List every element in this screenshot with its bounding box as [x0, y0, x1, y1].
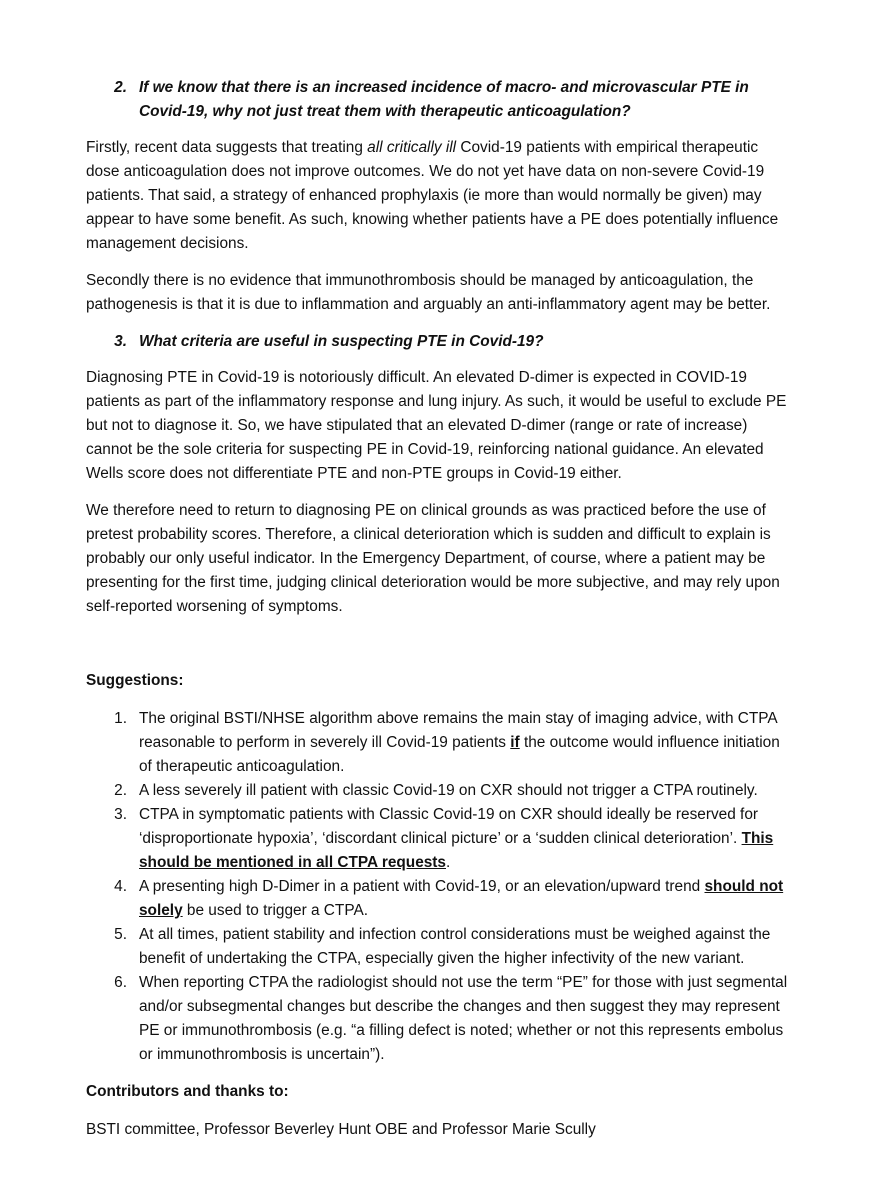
list-item-text — [139, 707, 789, 779]
paragraph-firstly-part-a: Firstly, recent data suggests that treating — [86, 139, 368, 156]
list-item-text — [139, 875, 789, 923]
list-item-text-part: . — [446, 854, 451, 871]
list-item-emphasis: This should be mentioned in all CTPA requests — [139, 830, 774, 871]
paragraph-clinical-grounds: We therefore need to return to diagnosing PE on clinical grounds as was practiced before the use of pretest probability scores. Therefore, a clinical deterioration which is sudden and difficult to explain is probably our only useful indicator. In the Emergency Department, of course, where a patient may be presenting for the first time, judging clinical deterioration would be more subjective, and may rely upon self-reported worsening of symptoms. — [86, 502, 780, 615]
list-item-number: 4. — [114, 878, 127, 895]
list-item-text — [139, 803, 789, 875]
paragraph-secondly: Secondly there is no evidence that immunothrombosis should be managed by anticoagulation, the pathogenesis is that it is due to inflammation and arguably an anti-inflammatory agent may be better. — [86, 272, 771, 313]
list-item-number: 5. — [114, 926, 127, 943]
question-3-text: What criteria are useful in suspecting PTE in Covid-19? — [139, 333, 544, 350]
section-spacer — [86, 632, 789, 669]
question-2-number: 2. — [114, 79, 127, 96]
list-item-text-part: be used to trigger a CTPA. — [182, 902, 368, 919]
contributors-text: BSTI committee, Professor Beverley Hunt OBE and Professor Marie Scully — [86, 1121, 596, 1138]
paragraph-firstly-part-b: Covid-19 patients with empirical therapeutic dose anticoagulation does not improve outcomes. We do not yet have data on non-severe Covid-19 patients. That said, a strategy of enhanced prophylaxis (ie more than would normally be given) may appear to have some benefit. As such, knowing whether patients have a PE does potentially influence management decisions. — [86, 139, 779, 252]
list-item-text: A less severely ill patient with classic Covid-19 on CXR should not trigger a CTPA routinely. — [139, 782, 758, 799]
question-3-number: 3. — [114, 333, 127, 350]
list-item — [86, 923, 789, 971]
paragraph-firstly — [86, 136, 789, 256]
paragraph-firstly-emphasis: all critically ill — [367, 139, 457, 156]
list-item-emphasis: should not solely — [139, 878, 784, 919]
list-item — [86, 971, 789, 1067]
list-item-emphasis: if — [510, 734, 520, 751]
list-item — [86, 875, 789, 923]
list-item-text: At all times, patient stability and infection control considerations must be weighed against the benefit of undertaking the CTPA, especially given the higher infectivity of the new variant. — [139, 926, 771, 967]
list-item — [86, 707, 789, 779]
question-3-heading — [86, 330, 789, 354]
list-item — [86, 803, 789, 875]
list-item — [86, 779, 789, 803]
question-2-text: If we know that there is an increased incidence of macro- and microvascular PTE in Covid-19, why not just treat them with therapeutic anticoagulation? — [139, 79, 749, 120]
list-item-number: 6. — [114, 974, 127, 991]
list-item-text-part: CTPA in symptomatic patients with Classic Covid-19 on CXR should ideally be reserved for ‘disproportionate hypoxia’, ‘discordant clinical picture’ or a ‘sudden clinical deterioration’. — [139, 806, 759, 847]
list-item-text: When reporting CTPA the radiologist should not use the term “PE” for those with just segmental and/or subsegmental changes but describe the changes and then suggest they may represent PE or immunothrombosis (e.g. “a filling defect is noted; whether or not this represents embolus or immunothrombosis is uncertain”). — [139, 974, 788, 1063]
list-item-text-part: The original BSTI/NHSE algorithm above remains the main stay of imaging advice, with CTPA reasonable to perform in severely ill Covid-19 patients — [139, 710, 777, 751]
list-item-number: 2. — [114, 782, 127, 799]
question-2-heading — [86, 76, 789, 124]
list-item-text-part: the outcome would influence initiation of therapeutic anticoagulation. — [139, 734, 780, 775]
contributors-heading: Contributors and thanks to: — [86, 1083, 289, 1100]
paragraph-diagnosing: Diagnosing PTE in Covid-19 is notoriously difficult. An elevated D-dimer is expected in COVID-19 patients as part of the inflammatory response and lung injury. As such, it would be useful to exclude PE but not to diagnose it. So, we have stipulated that an elevated D-dimer (range or rate of increase) cannot be the sole criteria for suspecting PE in Covid-19, reinforcing national guidance. An elevated Wells score does not differentiate PTE and non-PTE groups in Covid-19 either. — [86, 369, 787, 482]
suggestions-list — [86, 707, 789, 1067]
list-item-number: 1. — [114, 710, 127, 727]
suggestions-heading: Suggestions: — [86, 672, 184, 689]
list-item-text-part: A presenting high D-Dimer in a patient with Covid-19, or an elevation/upward trend — [139, 878, 705, 895]
list-item-number: 3. — [114, 806, 127, 823]
